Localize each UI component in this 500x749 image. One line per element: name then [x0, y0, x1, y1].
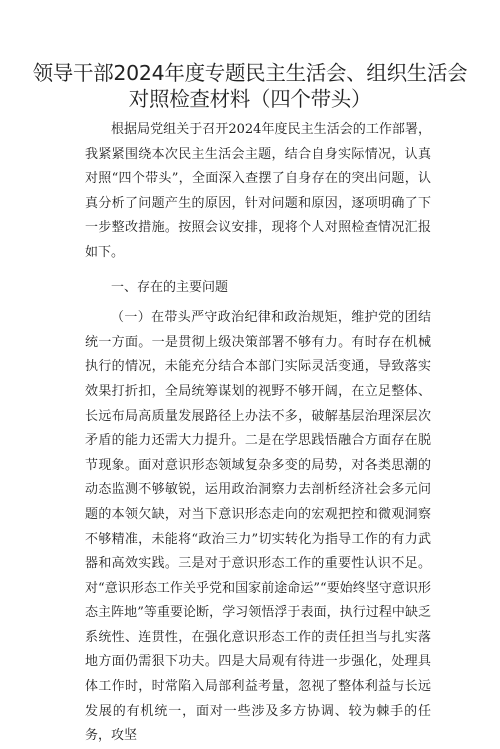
intro-paragraph: 根据局党组关于召开2024年度民主生活会的工作部署，我紧紧围绕本次民主生活会主题，结合自身实际情况，认真对照“四个带头”，全面深入查摆了自身存在的突出问题，认真分析了问题产生的原因，针对问题和原因，逐项明确了下一步整改措施。按照会议安排，现将个人对照检查情况汇报如下。	[85, 122, 431, 260]
title-line-1: 领导干部2024年度专题民主生活会、组织生活会	[32, 61, 468, 85]
title-line-2: 对照检查材料（四个带头）	[128, 87, 372, 111]
section-paragraph: （一）在带头严守政治纪律和政治规矩，维护党的团结统一方面。一是贯彻上级决策部署不够有力。有时存在机械执行的情况，未能充分结合本部门实际灵活变通，导致落实效果打折扣，全局统筹谋划的视野不够开阔，在立足整体、长远布局高质量发展路径上办法不多，破解基层治理深层次矛盾的能力还需大力提升。二是在学思践悟融合方面存在脱节现象。面对意识形态领域复杂多变的局势，对各类思潮的动态监测不够敏锐，运用政治洞察力去剖析经济社会多元问题的本领欠缺，对当下意识形态走向的宏观把控和微观洞察不够精准，未能将“政治三力”切实转化为指导工作的有力武器和高效实践。三是对于意识形态工作的重要性认识不足。对“意识形态工作关乎党和国家前途命运”“要始终坚守意识形态主阵地”等重要论断，学习领悟浮于表面，执行过程中缺乏系统性、连贯性，在强化意识形态工作的责任担当与扎实落地方面仍需狠下功夫。四是大局观有待进一步强化，处理具体工作时，时常陷入局部利益考量，忽视了整体利益与长远发展的有机统一，面对一些涉及多方协调、较为棘手的任务，攻坚	[85, 310, 431, 744]
document-body	[85, 118, 431, 749]
section-heading: 一、存在的主要问题	[111, 279, 229, 295]
